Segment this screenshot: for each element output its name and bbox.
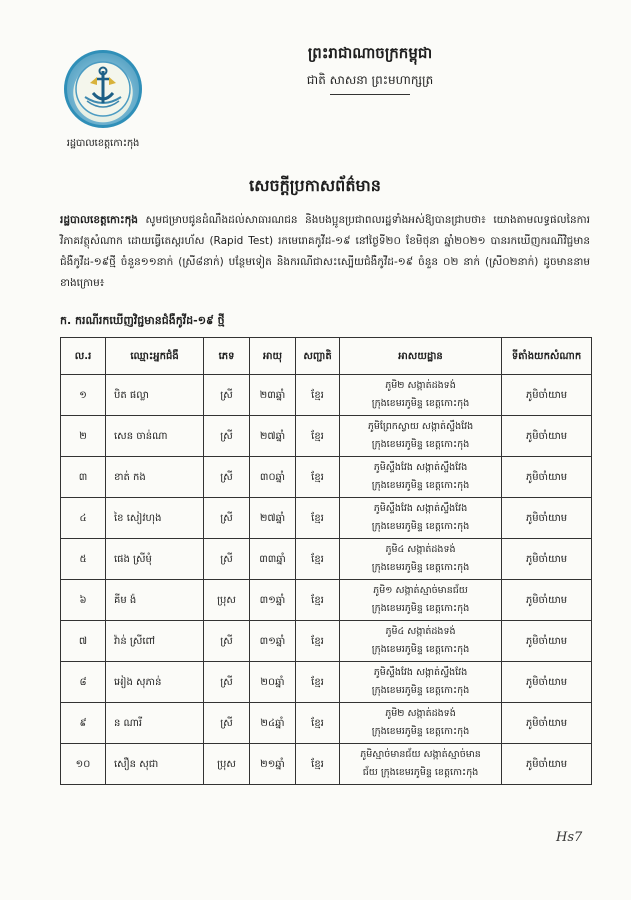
motto: ជាតិ សាសនា ព្រះមហាក្សត្រ — [306, 73, 434, 87]
cell-sample-location: ភូមិចាំយាម — [502, 703, 592, 744]
cell-nationality: ខ្មែរ — [296, 375, 340, 416]
header-sex: ភេទ — [204, 338, 250, 375]
cell-name: បិត ផល្លា — [106, 375, 204, 416]
page-title: សេចក្តីប្រកាសព័ត៌មាន — [249, 176, 381, 195]
cell-no: ៧ — [61, 621, 106, 662]
cell-no: ១ — [61, 375, 106, 416]
address-line-2: ក្រុងខេមរភូមិន្ទ ខេត្តកោះកុង — [371, 521, 470, 532]
cell-nationality: ខ្មែរ — [296, 621, 340, 662]
table-row — [61, 375, 592, 416]
address-line-1: ភូមិ២ សង្កាត់ដងទង់ — [385, 380, 456, 391]
cell-sex: ប្រុស — [204, 744, 250, 785]
address-line-2: ក្រុងខេមរភូមិន្ទ ខេត្តកោះកុង — [371, 726, 470, 737]
cell-name: ផេង ស្រីមុំ — [106, 539, 204, 580]
header-no: ល.រ — [61, 338, 106, 375]
cell-sample-location: ភូមិចាំយាម — [502, 580, 592, 621]
cell-no: ៣ — [61, 457, 106, 498]
cell-sample-location: ភូមិចាំយាម — [502, 416, 592, 457]
cell-sex: ស្រី — [204, 457, 250, 498]
cell-address — [340, 744, 502, 785]
cell-address — [340, 416, 502, 457]
cell-nationality: ខ្មែរ — [296, 539, 340, 580]
cell-name: ខៃ សៀវហុង — [106, 498, 204, 539]
address-line-1: ភូមិ១ សង្កាត់ស្មាច់មានជ័យ — [373, 585, 468, 596]
cell-nationality: ខ្មែរ — [296, 498, 340, 539]
cell-sample-location: ភូមិចាំយាម — [502, 375, 592, 416]
cases-table — [60, 337, 592, 785]
cell-name: គីម ង៉ — [106, 580, 204, 621]
cell-nationality: ខ្មែរ — [296, 457, 340, 498]
cell-sex: ស្រី — [204, 416, 250, 457]
cell-age: ២៤ឆ្នាំ — [250, 703, 296, 744]
address-line-2: ក្រុងខេមរភូមិន្ទ ខេត្តកោះកុង — [371, 398, 470, 409]
address-line-2: ក្រុងខេមរភូមិន្ទ ខេត្តកោះកុង — [371, 480, 470, 491]
cell-no: ២ — [61, 416, 106, 457]
cell-sex: ប្រុស — [204, 580, 250, 621]
intro-text: សូមជម្រាបជូនដំណឹងដល់សាធារណជន និងបងប្អូនប្រជាពលរដ្ឋទាំងអស់ឱ្យបានជ្រាបថា៖ យោងតាមលទ្ធផលនៃការវិភាគវត្ថុសំណាក ដោយធ្វើតេស្តរហ័ស (Rapid Test) រកមេរោគកូវីដ-១៩ នៅថ្ងៃទី២០ ខែមិថុនា ឆ្នាំ២០២១ បានរកឃើញករណីវិជ្ជមានជំងឺកូវីដ-១៩ថ្មី ចំនួន១១នាក់ (ស្រី៨នាក់) បន្ថែមទៀត និងករណីជាសះស្បើយជំងឺកូវីដ-១៩ ចំនួន ០២ នាក់ (ស្រី០២នាក់) ដូចមាននាមខាងក្រោម៖ — [60, 214, 590, 289]
cell-age: ៣៣ឆ្នាំ — [250, 539, 296, 580]
address-line-1: ភូមិ២ សង្កាត់ដងទង់ — [385, 708, 456, 719]
cell-age: ២៧ឆ្នាំ — [250, 498, 296, 539]
cell-no: ១០ — [61, 744, 106, 785]
address-line-1: ភូមិព្រែកស្វាយ សង្កាត់ស្ទឹងវែង — [367, 421, 474, 432]
cell-address — [340, 457, 502, 498]
header-address: អាសយដ្ឋាន — [340, 338, 502, 375]
cell-name: សឿន សុជា — [106, 744, 204, 785]
header-age: អាយុ — [250, 338, 296, 375]
cell-no: ៨ — [61, 662, 106, 703]
cell-sample-location: ភូមិចាំយាម — [502, 621, 592, 662]
section-heading: ក. ករណីរកឃើញវិជ្ជមានជំងឺកូវីដ-១៩ ថ្មី — [60, 314, 225, 327]
cell-no: ៦ — [61, 580, 106, 621]
cell-sex: ស្រី — [204, 539, 250, 580]
address-line-2: ក្រុងខេមរភូមិន្ទ ខេត្តកោះកុង — [371, 439, 470, 450]
cell-address — [340, 498, 502, 539]
header-nationality: សញ្ជាតិ — [296, 338, 340, 375]
address-line-2: ក្រុងខេមរភូមិន្ទ ខេត្តកោះកុង — [371, 603, 470, 614]
cell-address — [340, 703, 502, 744]
provincial-seal-icon — [64, 50, 142, 128]
cell-name: ន ណារី — [106, 703, 204, 744]
cell-age: ២៧ឆ្នាំ — [250, 416, 296, 457]
cell-address — [340, 662, 502, 703]
cell-sample-location: ភូមិចាំយាម — [502, 539, 592, 580]
cell-nationality: ខ្មែរ — [296, 744, 340, 785]
cell-nationality: ខ្មែរ — [296, 580, 340, 621]
cell-address — [340, 375, 502, 416]
cell-nationality: ខ្មែរ — [296, 703, 340, 744]
table-row — [61, 744, 592, 785]
cell-name: វ៉ាន់ ស្រីពៅ — [106, 621, 204, 662]
intro-org: រដ្ឋបាលខេត្តកោះកុង — [60, 214, 138, 226]
cell-no: ៤ — [61, 498, 106, 539]
cell-sample-location: ភូមិចាំយាម — [502, 457, 592, 498]
intro-paragraph — [60, 210, 590, 294]
table-row — [61, 662, 592, 703]
table-header-row — [61, 338, 592, 375]
address-line-1: ភូមិស្មាច់មានជ័យ សង្កាត់ស្មាច់មាន — [360, 749, 481, 760]
table-row — [61, 621, 592, 662]
cell-name: អៀង សុភាន់ — [106, 662, 204, 703]
table-row — [61, 457, 592, 498]
cell-sex: ស្រី — [204, 662, 250, 703]
cell-no: ៩ — [61, 703, 106, 744]
cell-age: ២០ឆ្នាំ — [250, 662, 296, 703]
cell-sex: ស្រី — [204, 498, 250, 539]
address-line-2: ក្រុងខេមរភូមិន្ទ ខេត្តកោះកុង — [371, 562, 470, 573]
kingdom-title: ព្រះរាជាណាចក្រកម្ពុជា — [307, 44, 433, 62]
table-row — [61, 703, 592, 744]
address-line-2: ជ័យ ក្រុងខេមរភូមិន្ទ ខេត្តកោះកុង — [362, 767, 479, 778]
header-sample-location: ទីតាំងយកសំណាក — [502, 338, 592, 375]
cell-sample-location: ភូមិចាំយាម — [502, 744, 592, 785]
cell-sex: ស្រី — [204, 621, 250, 662]
address-line-1: ភូមិ៤ សង្កាត់ដងទង់ — [385, 626, 456, 637]
cell-age: ២៣ឆ្នាំ — [250, 375, 296, 416]
logo-block — [64, 50, 142, 151]
signature-mark: Hs7 — [556, 830, 583, 845]
cell-sex: ស្រី — [204, 375, 250, 416]
cell-name: សេន ចាន់ណា — [106, 416, 204, 457]
address-line-1: ភូមិស្ទឹងវែង សង្កាត់ស្ទឹងវែង — [373, 503, 468, 514]
address-line-1: ភូមិស្ទឹងវែង សង្កាត់ស្ទឹងវែង — [373, 462, 468, 473]
address-line-1: ភូមិ៤ សង្កាត់ដងទង់ — [385, 544, 456, 555]
address-line-2: ក្រុងខេមរភូមិន្ទ ខេត្តកោះកុង — [371, 644, 470, 655]
cell-nationality: ខ្មែរ — [296, 662, 340, 703]
table-row — [61, 498, 592, 539]
cell-age: ៣១ឆ្នាំ — [250, 621, 296, 662]
table-row — [61, 539, 592, 580]
cell-age: ៣១ឆ្នាំ — [250, 580, 296, 621]
cell-sex: ស្រី — [204, 703, 250, 744]
cell-age: ២១ឆ្នាំ — [250, 744, 296, 785]
cell-sample-location: ភូមិចាំយាម — [502, 662, 592, 703]
motto-divider — [330, 94, 410, 95]
cell-age: ៣០ឆ្នាំ — [250, 457, 296, 498]
cell-address — [340, 539, 502, 580]
table-row — [61, 580, 592, 621]
address-line-1: ភូមិស្ទឹងវែង សង្កាត់ស្ទឹងវែង — [373, 667, 468, 678]
cell-no: ៥ — [61, 539, 106, 580]
header-name: ឈ្មោះអ្នកជំងឺ — [106, 338, 204, 375]
table-row — [61, 416, 592, 457]
cell-address — [340, 580, 502, 621]
cell-name: ខាត់ កង — [106, 457, 204, 498]
address-line-2: ក្រុងខេមរភូមិន្ទ ខេត្តកោះកុង — [371, 685, 470, 696]
org-label: រដ្ឋបាលខេត្តកោះកុង — [66, 138, 140, 149]
cell-nationality: ខ្មែរ — [296, 416, 340, 457]
cell-address — [340, 621, 502, 662]
cell-sample-location: ភូមិចាំយាម — [502, 498, 592, 539]
